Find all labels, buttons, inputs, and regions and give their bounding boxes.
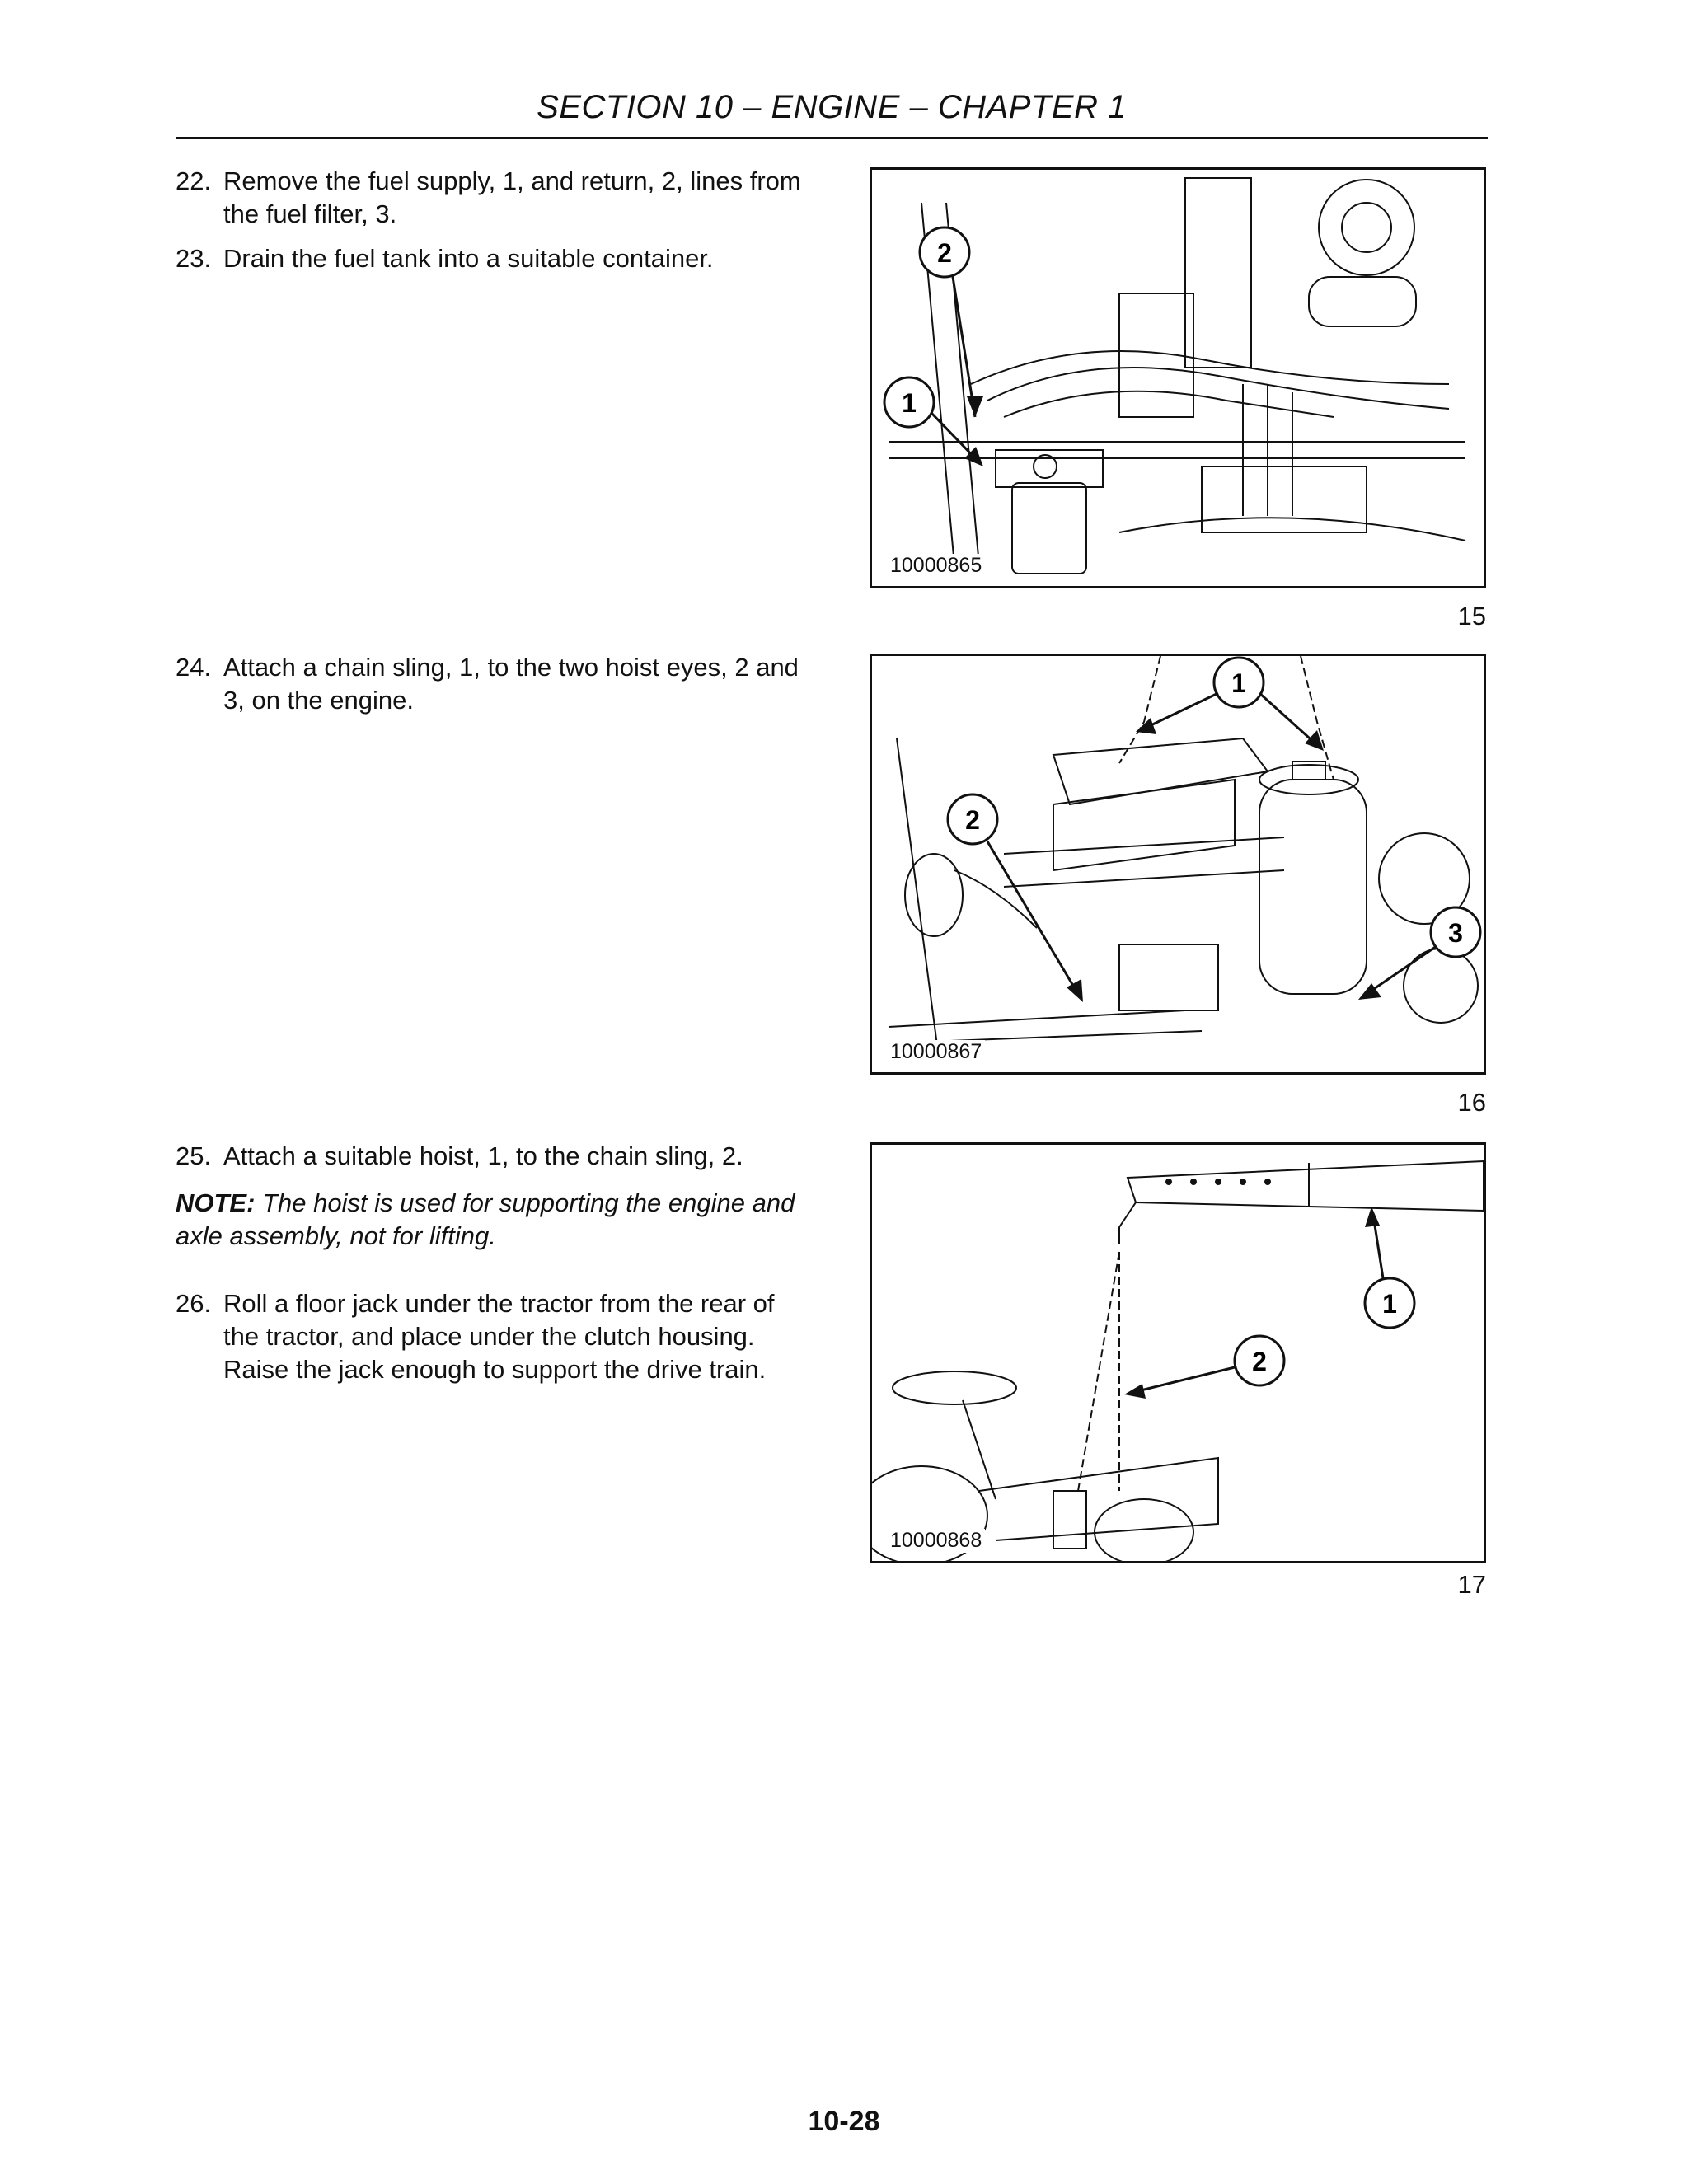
callout-3: [1431, 907, 1480, 957]
arrow-head: [1136, 718, 1156, 734]
svg-text:2: 2: [965, 805, 980, 835]
callout-2: [948, 794, 997, 844]
step-text: Attach a suitable hoist, 1, to the chain sling, 2.: [223, 1141, 743, 1170]
callout-1: [884, 377, 934, 427]
step-number: 24.: [176, 653, 212, 682]
arrow-line: [1144, 693, 1218, 729]
arrow-line: [1367, 946, 1437, 994]
step-24: [176, 651, 802, 717]
step-23: [176, 242, 802, 275]
callout-2: [1235, 1336, 1284, 1385]
arrow-line: [1134, 1367, 1235, 1392]
section-header: SECTION 10 – ENGINE – CHAPTER 1: [537, 89, 1127, 125]
figure-id: 10000868: [887, 1529, 985, 1553]
arrow-line: [1259, 693, 1317, 745]
chain-sling-illustration: [872, 656, 1484, 1072]
svg-text:2: 2: [937, 238, 952, 268]
step-25: [176, 1140, 802, 1173]
figure-id: 10000865: [887, 554, 985, 578]
note-text: The hoist is used for supporting the engine and axle assembly, not for lifting.: [176, 1188, 795, 1250]
step-22: [176, 165, 802, 231]
fuel-lines-illustration: [872, 170, 1484, 586]
step-text: Attach a chain sling, 1, to the two hoist eyes, 2 and 3, on the engine.: [223, 653, 799, 715]
hoist-illustration: [872, 1145, 1484, 1561]
svg-text:1: 1: [902, 388, 917, 418]
step-number: 22.: [176, 166, 212, 195]
figure-id: 10000867: [887, 1040, 985, 1064]
step-text: Drain the fuel tank into a suitable container.: [223, 244, 714, 273]
header-divider: [176, 137, 1488, 139]
svg-text:1: 1: [1382, 1289, 1397, 1319]
note: [176, 1187, 802, 1253]
arrow-head: [1067, 979, 1083, 1002]
svg-text:2: 2: [1252, 1347, 1267, 1376]
figure-number: 17: [1457, 1570, 1486, 1599]
step-number: 25.: [176, 1141, 212, 1170]
arrow-line: [987, 841, 1078, 994]
step-number: 23.: [176, 244, 212, 273]
figure-number: 16: [1457, 1088, 1486, 1117]
figure-fuel-lines: [870, 167, 1486, 588]
arrow-head: [1124, 1384, 1146, 1399]
note-label: NOTE:: [176, 1188, 256, 1217]
arrow-head: [1365, 1207, 1380, 1227]
figure-number: 15: [1457, 602, 1486, 630]
callout-2: [920, 227, 969, 277]
step-number: 26.: [176, 1289, 212, 1318]
step-text: Roll a floor jack under the tractor from the rear of the tractor, and place under the clutch housing. Raise the jack enough to support the drive train.: [223, 1289, 775, 1384]
figure-chain-sling: [870, 654, 1486, 1075]
figure-hoist: [870, 1142, 1486, 1563]
arrow-head: [967, 396, 983, 417]
callout-1: [1365, 1278, 1414, 1328]
page-number: 10-28: [808, 2106, 880, 2137]
step-text: Remove the fuel supply, 1, and return, 2, lines from the fuel filter, 3.: [223, 166, 801, 228]
step-26: [176, 1287, 802, 1386]
svg-text:3: 3: [1448, 918, 1463, 948]
svg-text:1: 1: [1231, 668, 1246, 698]
callout-1: [1214, 658, 1264, 707]
